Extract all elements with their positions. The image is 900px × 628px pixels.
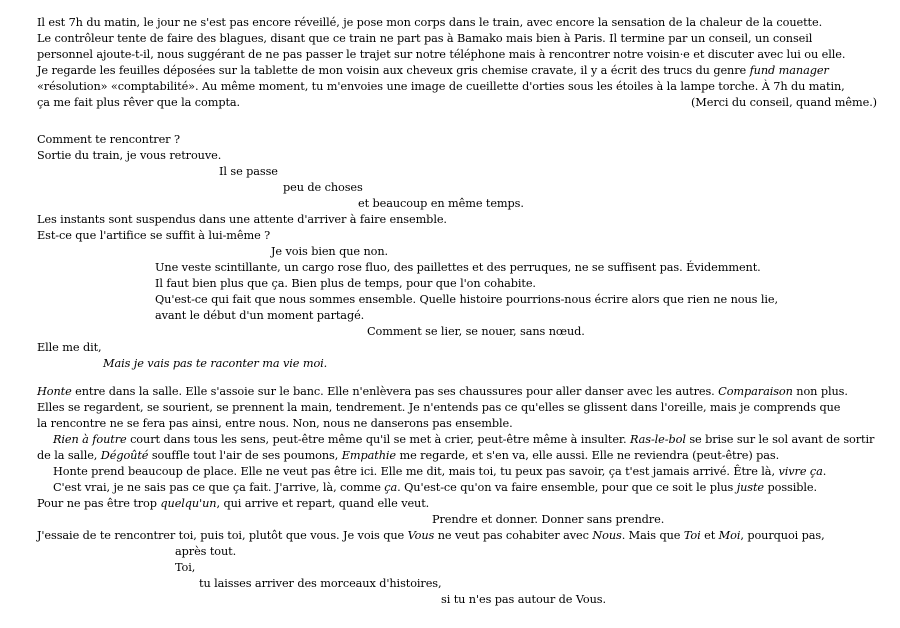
text-span: . — [822, 465, 827, 478]
text-span: Honte prend beaucoup de place. Elle ne veut pas être ici. Elle me dit, mais toi, tu peux pas savoir, ça t'est jamais arrivé. Être là, — [53, 465, 779, 478]
text-line: peu de choses — [283, 181, 363, 194]
emphasis: Nous — [592, 529, 622, 542]
text-span: , pourquoi pas, — [740, 529, 825, 542]
text-span: souffle tout l'air de ses poumons, — [148, 449, 342, 462]
text-line: si tu n'es pas autour de Vous. — [441, 593, 606, 606]
text-line: Toi, — [175, 561, 196, 574]
text-span: se brise sur le sol avant de sortir — [685, 433, 875, 446]
text-span: possible. — [764, 481, 817, 494]
text-line: Le contrôleur tente de faire des blagues, disant que ce train ne part pas à Bamako mais bien à Paris. Il termine par un conseil, un conseil — [37, 32, 813, 45]
emphasis: Dégoûté — [100, 449, 149, 462]
text-line: Elles se regardent, se sourient, se prennent la main, tendrement. Je n'entends pas ce qu'elles se glissent dans l'oreille, mais je comprends que — [37, 401, 841, 414]
text-line: Sortie du train, je vous retrouve. — [37, 149, 222, 162]
text-line: Est-ce que l'artifice se suffit à lui-même ? — [37, 229, 271, 242]
emphasis: Honte — [37, 385, 72, 398]
text-span: Je regarde les feuilles déposées sur la tablette de mon voisin aux cheveux gris chemise cravate, il y a écrit des trucs du genre — [37, 64, 750, 77]
emphasis: Empathie — [341, 449, 396, 462]
text-line: ça me fait plus rêver que la compta. — [37, 96, 241, 109]
text-span: Pour ne pas être trop — [37, 497, 161, 510]
text-span: C'est vrai, je ne sais pas ce que ça fait. J'arrive, là, comme — [53, 481, 385, 494]
text-line — [53, 433, 874, 446]
text-line: Comment se lier, se nouer, sans nœud. — [367, 325, 585, 338]
text-line — [37, 529, 825, 542]
text-line: Une veste scintillante, un cargo rose fluo, des paillettes et des perruques, ne se suffisent pas. Évidemment. — [155, 261, 761, 274]
text-span: ne veut pas cohabiter avec — [434, 529, 593, 542]
text-line: Prendre et donner. Donner sans prendre. — [432, 513, 665, 526]
text-line: Les instants sont suspendus dans une attente d'arriver à faire ensemble. — [37, 213, 447, 226]
emphasis: fund manager — [749, 64, 829, 77]
emphasis: Toi — [683, 529, 701, 542]
emphasis: vivre ça — [778, 465, 823, 478]
text-line — [37, 64, 829, 77]
emphasis: Comparaison — [718, 385, 793, 398]
text-line — [103, 357, 327, 370]
text-line — [37, 497, 429, 510]
emphasis: juste — [736, 481, 765, 494]
text-line: personnel ajoute-t-il, nous suggérant de ne pas passer le trajet sur notre téléphone mais à rencontrer notre voisin·e et discuter avec lui ou elle. — [37, 48, 846, 61]
text-line: Qu'est-ce qui fait que nous sommes ensemble. Quelle histoire pourrions-nous écrire alors que rien ne nous lie, — [155, 293, 778, 306]
text-line: Il faut bien plus que ça. Bien plus de temps, pour que l'on cohabite. — [155, 277, 536, 290]
text-line — [53, 481, 817, 494]
text-span: . Qu'est-ce qu'on va faire ensemble, pour que ce soit le plus — [397, 481, 737, 494]
text-line: Il est 7h du matin, le jour ne s'est pas encore réveillé, je pose mon corps dans le train, avec encore la sensation de la chaleur de la couette. — [37, 16, 823, 29]
emphasis: Mais je vais pas te raconter ma vie moi. — [103, 357, 328, 370]
text-span: J'essaie de te rencontrer toi, puis toi, plutôt que vous. Je vois que — [37, 529, 408, 542]
text-line: Elle me dit, — [37, 341, 102, 354]
text-span: et — [700, 529, 719, 542]
text-line: la rencontre ne se fera pas ainsi, entre nous. Non, nous ne danserons pas ensemble. — [37, 417, 513, 430]
emphasis: ça — [384, 481, 398, 494]
text-line: après tout. — [175, 545, 237, 558]
aside-note: (Merci du conseil, quand même.) — [690, 96, 877, 109]
text-line: et beaucoup en même temps. — [358, 197, 524, 210]
text-line: Comment te rencontrer ? — [37, 133, 180, 146]
text-line: avant le début d'un moment partagé. — [155, 309, 365, 322]
text-line — [37, 449, 779, 462]
text-span: , qui arrive et repart, quand elle veut. — [216, 497, 430, 510]
text-span: de la salle, — [37, 449, 101, 462]
text-line — [53, 465, 826, 478]
text-line: Je vois bien que non. — [271, 245, 389, 258]
text-span: . Mais que — [621, 529, 684, 542]
emphasis: quelqu'un — [160, 497, 217, 510]
text-line: Il se passe — [219, 165, 278, 178]
text-line: tu laisses arriver des morceaux d'histoires, — [199, 577, 442, 590]
emphasis: Moi — [718, 529, 741, 542]
text-span: entre dans la salle. Elle s'assoie sur le banc. Elle n'enlèvera pas ses chaussures pour aller danser avec les autres. — [71, 385, 719, 398]
emphasis: Vous — [407, 529, 435, 542]
emphasis: Ras-le-bol — [629, 433, 686, 446]
text-span: court dans tous les sens, peut-être même qu'il se met à crier, peut-être même à insulter. — [126, 433, 630, 446]
text-line: «résolution» «comptabilité». Au même moment, tu m'envoies une image de cueillette d'orties sous les étoiles à la lampe torche. À 7h du matin, — [37, 80, 845, 93]
emphasis: Rien à foutre — [53, 433, 127, 446]
text-span: non plus. — [792, 385, 848, 398]
text-line — [37, 385, 848, 398]
text-span: me regarde, et s'en va, elle aussi. Elle ne reviendra (peut-être) pas. — [396, 449, 780, 462]
